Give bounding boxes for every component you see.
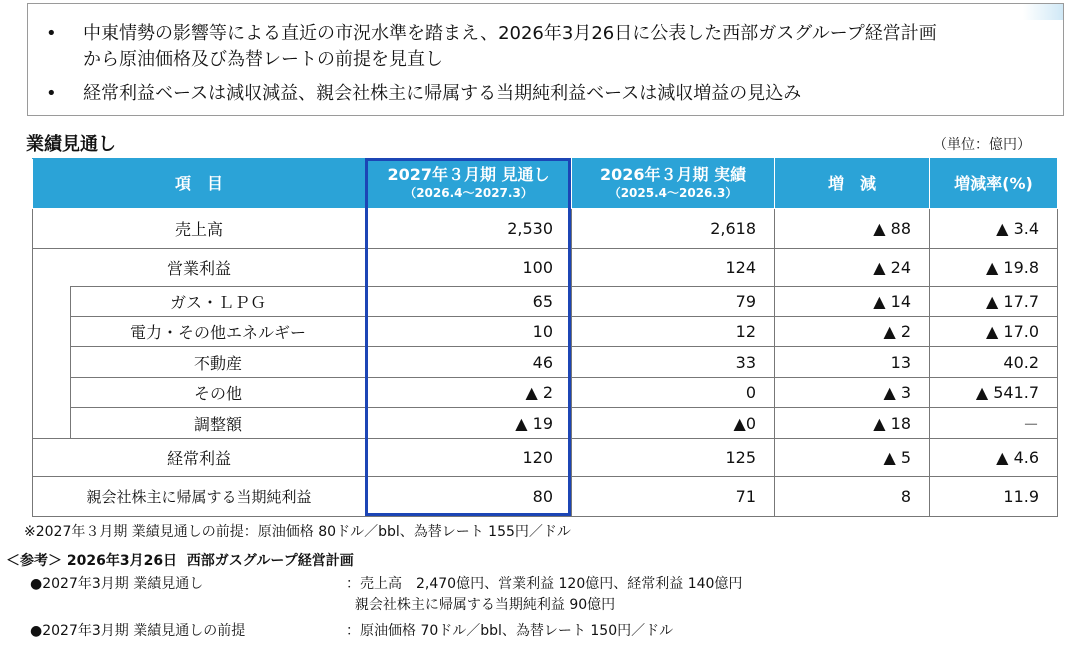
corner-accent (1023, 4, 1063, 20)
indent-spacer (33, 287, 71, 317)
bullet-glyph: • (46, 83, 57, 104)
indent-spacer (33, 378, 71, 408)
cell-forecast: ▲ 2 (366, 378, 572, 408)
indent-spacer (33, 347, 71, 378)
row-label: 電力・その他エネルギー (71, 317, 366, 347)
summary-box (27, 3, 1064, 116)
table-row (33, 287, 1058, 317)
reference-label-forecast: ●2027年3月期 業績見通し (30, 576, 204, 592)
cell-rate: ▲ 4.6 (930, 439, 1058, 477)
cell-change: ▲ 3 (775, 378, 930, 408)
summary-bullet-1-line-1: 中東情勢の影響等による直近の市況水準を踏まえ、2026年3月26日に公表した西部ガスグループ経営計画 (83, 23, 937, 44)
cell-change: ▲ 18 (775, 408, 930, 439)
cell-change: 8 (775, 477, 930, 517)
cell-actual: 33 (572, 347, 775, 378)
header-actual (572, 159, 775, 209)
cell-actual: 2,618 (572, 209, 775, 249)
reference-value-forecast-line-1: ：売上高 2,470億円、営業利益 120億円、経常利益 140億円 (346, 576, 743, 592)
row-label: 経常利益 (33, 439, 366, 477)
cell-change: ▲ 5 (775, 439, 930, 477)
summary-bullet-1-line-2: から原油価格及び為替レートの前提を見直し (83, 49, 443, 70)
cell-actual: 71 (572, 477, 775, 517)
cell-rate: ▲ 17.7 (930, 287, 1058, 317)
cell-actual: 12 (572, 317, 775, 347)
cell-rate: ▲ 19.8 (930, 249, 1058, 287)
table-row (33, 347, 1058, 378)
cell-actual: ▲0 (572, 408, 775, 439)
cell-actual: 124 (572, 249, 775, 287)
cell-forecast: 80 (366, 477, 572, 517)
table-row (33, 439, 1058, 477)
reference-title: ＜参考＞ 2026年3月26日 西部ガスグループ経営計画 (6, 553, 354, 569)
row-label: 売上高 (33, 209, 366, 249)
cell-rate: － (930, 408, 1058, 439)
cell-rate: ▲ 17.0 (930, 317, 1058, 347)
cell-forecast: 65 (366, 287, 572, 317)
reference-value-assumption: ：原油価格 70ドル／bbl、為替レート 150円／ドル (346, 623, 674, 639)
cell-rate: ▲ 3.4 (930, 209, 1058, 249)
header-forecast-title: 2027年３月期 見通し (387, 164, 550, 184)
table-row (33, 317, 1058, 347)
table-row (33, 378, 1058, 408)
header-actual-title: 2026年３月期 実績 (599, 164, 747, 184)
cell-actual: 79 (572, 287, 775, 317)
row-label: ガス・ＬＰＧ (71, 287, 366, 317)
section-title: 業績見通し (26, 134, 116, 155)
cell-forecast: 2,530 (366, 209, 572, 249)
cell-forecast: 120 (366, 439, 572, 477)
header-forecast (366, 159, 572, 209)
summary-bullet-2-line-1: 経常利益ベースは減収減益、親会社株主に帰属する当期純利益ベースは減収増益の見込み (83, 83, 802, 104)
row-label: 不動産 (71, 347, 366, 378)
cell-rate: 11.9 (930, 477, 1058, 517)
cell-change: ▲ 2 (775, 317, 930, 347)
header-item: 項 目 (33, 159, 366, 209)
row-label: 調整額 (71, 408, 366, 439)
indent-spacer (33, 408, 71, 439)
table-row (33, 249, 1058, 287)
indent-spacer (33, 317, 71, 347)
cell-rate: 40.2 (930, 347, 1058, 378)
row-label: その他 (71, 378, 366, 408)
cell-forecast: 10 (366, 317, 572, 347)
table-header-row (33, 159, 1058, 209)
unit-label: （単位：億円） (933, 137, 1031, 153)
results-table (32, 158, 1058, 517)
row-label: 営業利益 (33, 249, 366, 287)
header-forecast-period: （2026.4～2027.3） (404, 185, 533, 200)
header-actual-period: （2025.4～2026.3） (608, 185, 738, 200)
row-label: 親会社株主に帰属する当期純利益 (33, 477, 366, 517)
reference-label-assumption: ●2027年3月期 業績見通しの前提 (30, 623, 246, 639)
cell-rate: ▲ 541.7 (930, 378, 1058, 408)
table-row (33, 209, 1058, 249)
cell-forecast: ▲ 19 (366, 408, 572, 439)
bullet-glyph: • (46, 23, 57, 44)
cell-change: 13 (775, 347, 930, 378)
reference-value-forecast-line-2: 親会社株主に帰属する当期純利益 90億円 (346, 597, 616, 613)
table-row (33, 408, 1058, 439)
cell-forecast: 46 (366, 347, 572, 378)
cell-change: ▲ 14 (775, 287, 930, 317)
cell-forecast: 100 (366, 249, 572, 287)
header-change-rate: 増減率(%) (930, 159, 1058, 209)
footnote: ※2027年３月期 業績見通しの前提：原油価格 80ドル／bbl、為替レート 155円／ドル (24, 524, 571, 540)
header-change: 増 減 (775, 159, 930, 209)
cell-actual: 125 (572, 439, 775, 477)
table-row (33, 477, 1058, 517)
cell-change: ▲ 24 (775, 249, 930, 287)
cell-actual: 0 (572, 378, 775, 408)
cell-change: ▲ 88 (775, 209, 930, 249)
